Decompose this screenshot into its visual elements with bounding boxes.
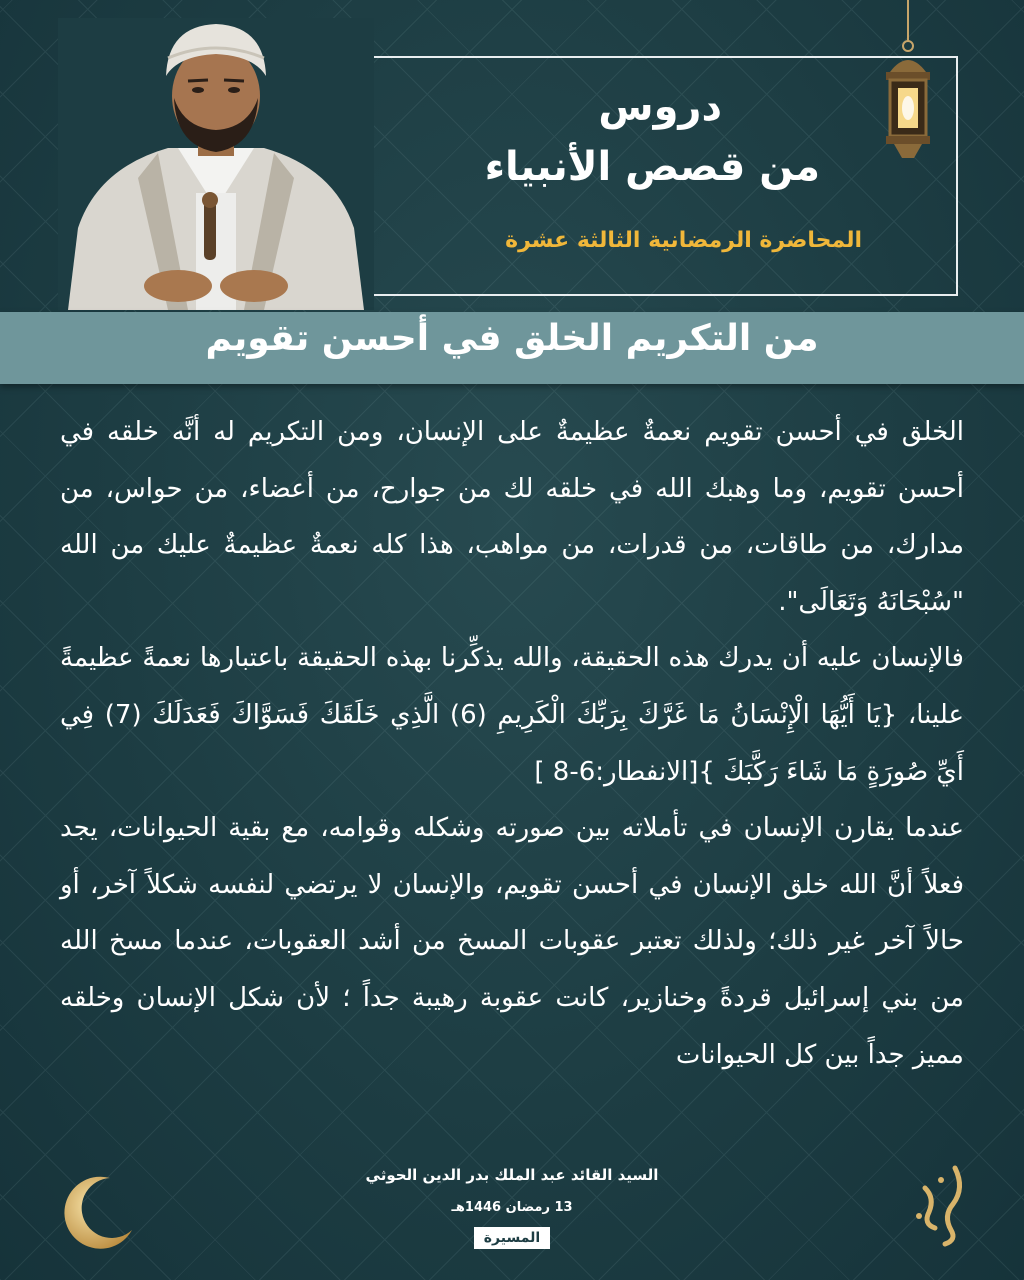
paragraph-3: عندما يقارن الإنسان في تأملاته بين صورته وشكله وقوامه، مع بقية الحيوانات، يجد فعلاً أنَّ الله خلق الإنسان في أحسن تقويم، والإنسان لا يرتضي لنفسه شكلاً آخر، أو حالاً آخر غير ذلك؛ ولذلك تعتبر عقوبات المسخ من أشد العقوبات، عندما مسخ الله من بني إسرائيل قردةً وخنازير، كانت عقوبة رهيبة جداً ؛ لأن شكل الإنسان وخلقه مميز جداً بين كل الحيوانات <box>60 813 964 1070</box>
lecture-excerpt <box>60 404 964 1083</box>
lantern-icon <box>868 0 948 170</box>
date-label: 13 رمضان 1446هـ <box>451 1200 573 1215</box>
almasirah-logo: المسيرة <box>474 1227 550 1249</box>
crescent-moon-icon <box>58 1172 138 1252</box>
lecture-number: المحاضرة الرمضانية الثالثة عشرة <box>505 228 862 253</box>
paragraph-2: فالإنسان عليه أن يدرك هذه الحقيقة، والله يذكِّرنا بهذه الحقيقة باعتبارها نعمةً عظيمةً علينا، {يَا أَيُّهَا الْإِنْسَانُ مَا غَرَّكَ بِرَبِّكَ الْكَرِيمِ (6) الَّذِي خَلَقَكَ فَسَوَّاكَ فَعَدَلَكَ (7) فِي أَيِّ صُورَةٍ مَا شَاءَ رَكَّبَكَ }[الانفطار:6-8 ] <box>60 643 964 787</box>
speaker-portrait <box>58 18 374 310</box>
lecture-series-title: دروس <box>598 84 722 130</box>
ramadan-calligraphy-icon <box>905 1158 975 1248</box>
author-name: السيد القائد عبد الملك بدر الدين الحوثي <box>365 1166 659 1184</box>
paragraph-1: الخلق في أحسن تقويم نعمةٌ عظيمةٌ على الإنسان، ومن التكريم له أنَّه خلقه في أحسن تقويم، وما وهبك الله في خلقه لك من جوارح، من أعضاء، من حواس، من مدارك، من طاقات، من قدرات، من مواهب، هذا كله نعمةٌ عظيمةٌ عليك من الله "سُبْحَانَهُ وَتَعَالَى". <box>60 417 964 617</box>
lecture-series-subtitle: من قصص الأنبياء <box>484 144 820 190</box>
topic-title: من التكريم الخلق في أحسن تقويم <box>205 318 819 359</box>
